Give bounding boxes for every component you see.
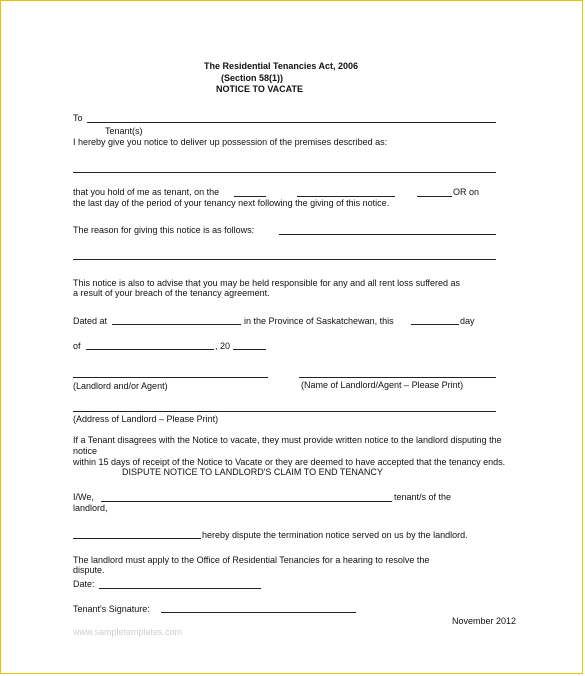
disagree-text-3: within 15 days of receipt of the Notice to Vacate or they are deemed to have accepted that the tenancy ends. [73, 457, 506, 467]
tenants-label: Tenant(s) [105, 126, 143, 136]
name-print-label: (Name of Landlord/Agent – Please Print) [301, 380, 464, 390]
date-line-3[interactable] [417, 196, 452, 197]
watermark: www.sampletemplates.com [73, 627, 183, 637]
landlord-agent-label: (Landlord and/or Agent) [73, 381, 168, 391]
advise-text-2: a result of your breach of the tenancy agreement. [73, 288, 270, 298]
footer-date: November 2012 [452, 616, 517, 626]
address-line[interactable] [73, 411, 496, 412]
disagree-text-2: notice [73, 446, 98, 456]
reason-line-2[interactable] [73, 259, 496, 260]
reason-text: The reason for giving this notice is as follows: [73, 225, 255, 235]
landlord-text: landlord, [73, 503, 108, 513]
notice-title: NOTICE TO VACATE [216, 84, 304, 94]
month-line[interactable] [86, 349, 214, 350]
address-print-label: (Address of Landlord – Please Print) [73, 414, 219, 424]
advise-text-1: This notice is also to advise that you may be held responsible for any and all rent loss suffered as [73, 278, 461, 288]
year-line[interactable] [233, 349, 266, 350]
tenant-names-line[interactable] [101, 501, 392, 502]
hereby-dispute-text: hereby dispute the termination notice served on us by the landlord. [202, 530, 468, 540]
intro-text: I hereby give you notice to deliver up possession of the premises described as: [73, 137, 388, 147]
hold-text: that you hold of me as tenant, on the [73, 187, 220, 197]
landlord-signature-line[interactable] [73, 377, 268, 378]
tenants-of-text: tenant/s of the [394, 492, 452, 502]
apply-text-2: dispute. [73, 565, 105, 575]
day-label: day [460, 316, 475, 326]
disagree-text-1: If a Tenant disagrees with the Notice to vacate, they must provide written notice to the landlord disputing the [73, 435, 502, 445]
date-line-1[interactable] [234, 196, 266, 197]
or-on-text: OR on [453, 187, 480, 197]
year-label: , 20 [215, 341, 231, 351]
reason-line[interactable] [279, 234, 496, 235]
date-line-2[interactable] [297, 196, 395, 197]
act-title: The Residential Tenancies Act, 2006 [204, 61, 359, 71]
day-line[interactable] [411, 324, 459, 325]
last-day-text: the last day of the period of your tenancy next following the giving of this notice. [73, 198, 390, 208]
dated-at-label: Dated at [73, 316, 108, 326]
iwe-label: I/We, [73, 492, 94, 502]
date-line[interactable] [99, 588, 261, 589]
apply-text-1: The landlord must apply to the Office of Residential Tenancies for a hearing to resolve the [73, 555, 430, 565]
to-line[interactable] [87, 122, 496, 123]
dispute-names-line[interactable] [73, 538, 201, 539]
landlord-name-line[interactable] [299, 377, 496, 378]
date-label: Date: [73, 579, 95, 589]
signature-label: Tenant's Signature: [73, 604, 150, 614]
to-label: To [73, 113, 83, 123]
premises-line[interactable] [73, 172, 496, 173]
dispute-heading: DISPUTE NOTICE TO LANDLORD'S CLAIM TO END TENANCY [122, 467, 383, 477]
province-text: in the Province of Saskatchewan, this [244, 316, 394, 326]
section-ref: (Section 58(1)) [221, 73, 284, 83]
dated-at-line[interactable] [112, 324, 241, 325]
signature-line[interactable] [161, 612, 356, 613]
of-label: of [73, 341, 81, 351]
